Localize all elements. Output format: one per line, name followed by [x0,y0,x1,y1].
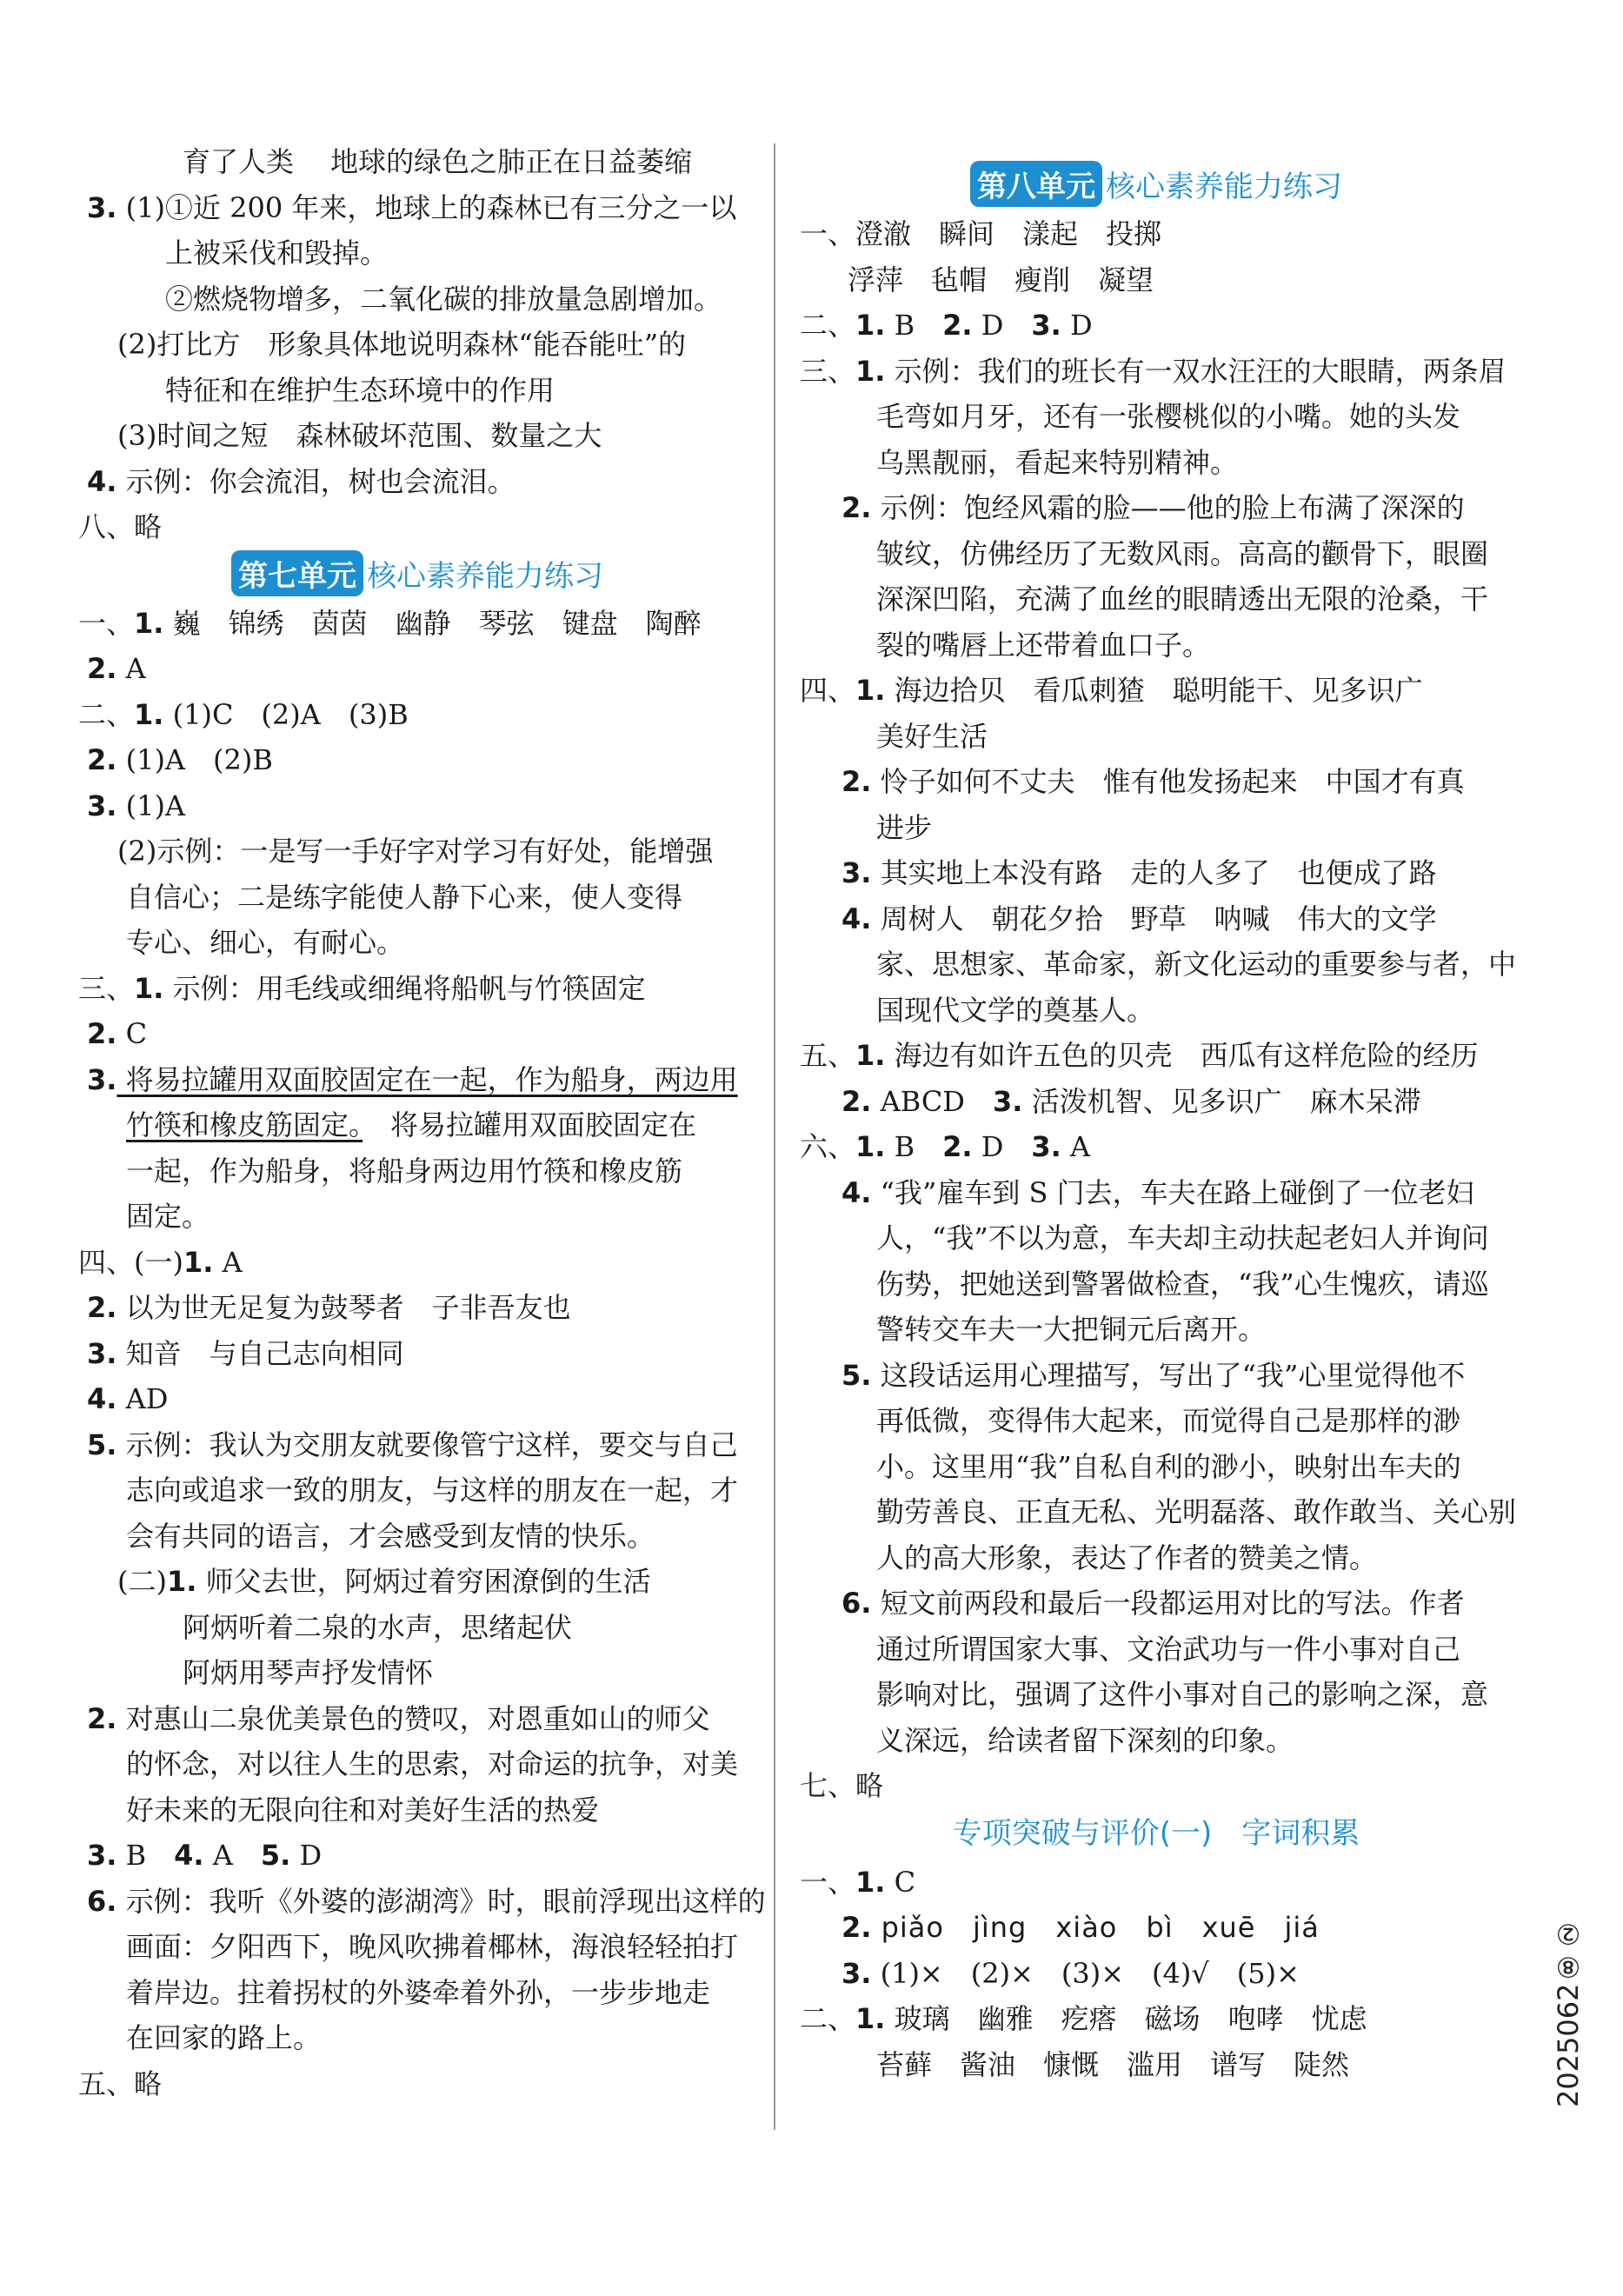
answer-line: 上被采伐和毁掉。 [165,236,389,270]
answer-line: 4. 周树人 朝花夕拾 野草 呐喊 伟大的文学 [841,902,1437,935]
answer-line: 三、1. 示例：用毛线或细绳将船帆与竹筷固定 [78,971,646,1005]
answer-line: 五、1. 海边有如许五色的贝壳 西瓜有这样危险的经历 [800,1039,1479,1072]
right-column [800,161,1517,2087]
answer-line: 裂的嘴唇上还带着血口子。 [876,628,1211,662]
answer-line: 3. B 4. A 5. D [87,1839,323,1872]
answer-line: 育了人类 地球的绿色之肺正在日益萎缩 [183,145,693,178]
answer-line: 毛弯如月牙，还有一张樱桃似的小嘴。她的头发 [876,400,1461,433]
answer-line: 2. C [87,1017,148,1050]
section-title-unit-7: 第七单元 核心素养能力练习 [78,550,756,601]
answer-line: 2. 对惠山二泉优美景色的赞叹，对恩重如山的师父 [87,1701,710,1735]
answer-line: 皱纹，仿佛经历了无数风雨。高高的颧骨下，眼圈 [876,536,1489,570]
answer-line: 浮萍 毡帽 瘦削 凝望 [848,263,1154,296]
answer-line: 2. 怜子如何不丈夫 惟有他发扬起来 中国才有真 [841,765,1465,798]
answer-line: 伤势，把她送到警署做检查，“我”心生愧疚，请巡 [876,1267,1489,1301]
left-column [78,139,766,2106]
answer-line: 4. AD [87,1382,169,1415]
answer-line: 二、1. 玻璃 幽雅 疙瘩 磁场 咆哮 忧虑 [800,2002,1367,2035]
answer-line: 3. (1)A [87,789,186,822]
answer-line: 2. piǎo jìng xiào bì xuē jiá [841,1911,1320,1944]
section-title-unit-8: 第八单元 核心素养能力练习 [800,161,1513,211]
answer-line: 四、1. 海边拾贝 看瓜刺猹 聪明能干、见多识广 [800,674,1423,707]
answer-line: 6. 短文前两段和最后一段都运用对比的写法。作者 [841,1587,1465,1620]
answer-line: 5. 示例：我认为交朋友就要像管宁这样，要交与自己 [87,1428,738,1461]
answer-line: 苔藓 酱油 慷慨 滥用 谱写 陡然 [876,2047,1350,2081]
answer-line: 画面：夕阳西下，晚风吹拂着椰林，海浪轻轻拍打 [126,1930,739,1963]
answer-line: 3. (1)①近 200 年来，地球上的森林已有三分之一以 [87,190,737,224]
answer-line: 五、略 [78,2066,163,2100]
answer-line: 一、1. C [800,1865,916,1899]
answer-line: 深深凹陷，充满了血丝的眼睛透出无限的沧桑，干 [876,582,1489,616]
answer-line: 的怀念，对以往人生的思索，对命运的抗争，对美 [126,1747,739,1780]
answer-line: 人的高大形象，表达了作者的赞美之情。 [876,1541,1378,1574]
answer-line: 二、1. B 2. D 3. D [800,309,1093,342]
answer-line: 固定。 [126,1200,210,1233]
answer-line: 进步 [876,810,933,844]
answer-line: (3)时间之短 森林破坏范围、数量之大 [117,419,602,452]
answer-line: 一起，作为船身，将船身两边用竹筷和橡皮筋 [126,1154,683,1188]
answer-line: ②燃烧物增多，二氧化碳的排放量急剧增加。 [165,282,722,316]
answer-line: 在回家的路上。 [126,2021,322,2054]
answer-line: 6. 示例：我听《外婆的澎湖湾》时，眼前浮现出这样的 [87,1884,766,1918]
answer-line: 会有共同的语言，才会感受到友情的快乐。 [126,1519,655,1553]
answer-line: 三、1. 示例：我们的班长有一双水汪汪的大眼睛，两条眉 [800,354,1507,388]
answer-line: 二、1. (1)C (2)A (3)B [78,697,409,731]
answer-line: 竹筷和橡皮筋固定。 将易拉罐用双面胶固定在 [126,1108,697,1141]
answer-line: 阿炳用琴声抒发情怀 [183,1656,434,1689]
answer-line: 通过所谓国家大事、文治武功与一件小事对自己 [876,1632,1461,1666]
answer-line: 3. (1)× (2)× (3)× (4)√ (5)× [841,1956,1300,1990]
section-title-special: 专项突破与评价(一) 字词积累 [952,1815,1360,1851]
answer-line: 3. 将易拉罐用双面胶固定在一起，作为船身，两边用 [87,1062,738,1096]
answer-line: 2. 示例：饱经风霜的脸——他的脸上布满了深深的 [841,491,1465,524]
answer-line: 国现代文学的奠基人。 [876,993,1155,1027]
answer-line: 家、思想家、革命家，新文化运动的重要参与者，中 [876,948,1517,981]
answer-line: 4. 示例：你会流泪，树也会流泪。 [87,464,516,498]
answer-line: 3. 知音 与自己志向相同 [87,1336,404,1370]
answer-line: 阿炳听着二泉的水声，思绪起伏 [183,1610,573,1644]
answer-line: 影响对比，强调了这件小事对自己的影响之深，意 [876,1678,1489,1711]
answer-line: 四、(一)1. A [78,1245,243,1279]
answer-line: 5. 这段话运用心理描写，写出了“我”心里觉得他不 [841,1358,1466,1392]
answer-line: 专心、细心，有耐心。 [126,926,405,959]
answer-line: 好未来的无限向往和对美好生活的热爱 [126,1793,600,1827]
answer-line: 小。这里用“我”自私自利的渺小，映射出车夫的 [876,1449,1461,1483]
answer-line: 着岸边。拄着拐杖的外婆牵着外孙，一步步地走 [126,1975,711,2009]
answer-line: 乌黑靓丽，看起来特别精神。 [876,445,1239,479]
unit-badge: 第七单元 [231,550,363,596]
answer-line: (2)打比方 形象具体地说明森林“能吞能吐”的 [117,328,687,361]
answer-line: 人，“我”不以为意，车夫却主动扶起老妇人并询问 [876,1221,1489,1254]
unit-badge: 第八单元 [970,161,1102,207]
answer-line: 再低微，变得伟大起来，而觉得自己是那样的渺 [876,1404,1461,1437]
answer-line: 2. (1)A (2)B [87,743,273,776]
answer-line: 一、澄澈 瞬间 漾起 投掷 [800,217,1162,250]
answer-line: 4. “我”雇车到 S 门去，车夫在路上碰倒了一位老妇 [841,1175,1474,1209]
answer-line: (二)1. 师父去世，阿炳过着穷困潦倒的生活 [117,1565,651,1598]
answer-line: 勤劳善良、正直无私、光明磊落、敢作敢当、关心别 [876,1495,1517,1528]
answer-line: 一、1. 巍 锦绣 茵茵 幽静 琴弦 键盘 陶醉 [78,606,702,640]
answer-line: 美好生活 [876,719,988,753]
side-code: 2025062⑧② [1552,1917,1585,2108]
answer-line: 2. A [87,652,146,685]
answer-line: 3. 其实地上本没有路 走的人多了 也便成了路 [841,856,1437,889]
answer-line: 七、略 [800,1769,884,1802]
answer-line: 警转交车夫一大把铜元后离开。 [876,1313,1267,1346]
answer-line: 自信心；二是练字能使人静下心来，使人变得 [126,880,683,914]
answer-line: 八、略 [78,510,163,543]
answer-line: 2. 以为世无足复为鼓琴者 子非吾友也 [87,1291,571,1324]
answer-line: (2)示例：一是写一手好字对学习有好处，能增强 [117,835,714,868]
answer-line: 特征和在维护生态环境中的作用 [165,373,555,407]
answer-line: 义深远，给读者留下深刻的印象。 [876,1723,1294,1757]
answer-line: 志向或追求一致的朋友，与这样的朋友在一起，才 [126,1474,739,1507]
column-divider [774,143,775,2130]
answer-line: 2. ABCD 3. 活泼机智、见多识广 麻木呆滞 [841,1084,1421,1118]
answer-line: 六、1. B 2. D 3. A [800,1130,1091,1163]
